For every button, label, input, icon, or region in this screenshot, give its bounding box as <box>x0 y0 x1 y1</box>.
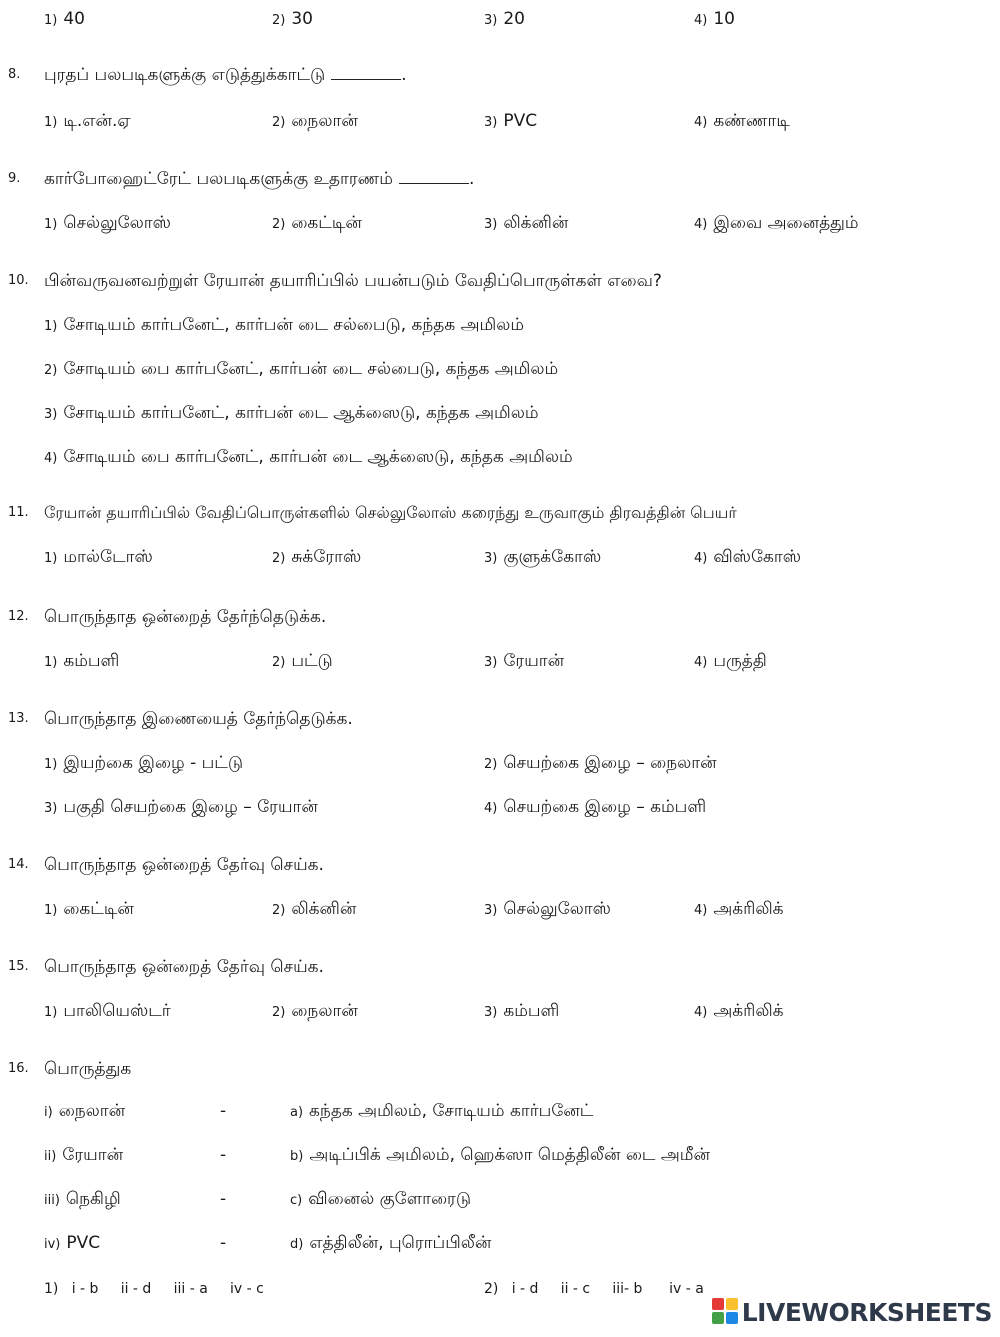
q15-option-2[interactable]: 2) நைலான் <box>272 1001 358 1021</box>
q16-dash: - <box>220 1101 227 1121</box>
q13-number: 13. <box>8 711 29 726</box>
q12-option-4[interactable]: 4) பருத்தி <box>694 651 767 671</box>
q9-option-4[interactable]: 4) இவை அனைத்தும் <box>694 213 859 233</box>
q8-text: புரதப் பலபடிகளுக்கு எடுத்துக்காட்டு . <box>44 60 407 90</box>
q11-option-1[interactable]: 1) மால்டோஸ் <box>44 547 153 567</box>
q15-text: பொருந்தாத ஒன்றைத் தேர்வு செய்க. <box>44 957 324 977</box>
q16-match-row <box>0 1140 1000 1170</box>
q10-option-1[interactable]: 1) சோடியம் கார்பனேட், கார்பன் டை சல்பைடு, கந்தக அமிலம் <box>44 315 525 335</box>
q14-option-1[interactable]: 1) கைட்டின் <box>44 899 134 919</box>
q15-option-1[interactable]: 1) பாலியெஸ்டர் <box>44 1001 171 1021</box>
q7-option-2[interactable]: 2) 30 <box>272 9 313 29</box>
q13-options-row1 <box>0 748 1000 778</box>
q13-option-4[interactable]: 4) செயற்கை இழை – கம்பளி <box>484 797 707 817</box>
q10-option-2[interactable]: 2) சோடியம் பை கார்பனேட், கார்பன் டை சல்பைடு, கந்தக அமிலம் <box>44 359 559 379</box>
q14-text: பொருந்தாத ஒன்றைத் தேர்வு செய்க. <box>44 855 324 875</box>
q11-options <box>0 542 1000 572</box>
q8-option-4[interactable]: 4) கண்ணாடி <box>694 111 790 131</box>
q10-option-3[interactable]: 3) சோடியம் கார்பனேட், கார்பன் டை ஆக்ஸைடு, கந்தக அமிலம் <box>44 403 539 423</box>
q12-option-3[interactable]: 3) ரேயான் <box>484 651 565 671</box>
q14-options <box>0 894 1000 924</box>
q16-left-item: iv) PVC <box>44 1233 101 1253</box>
q8-options <box>0 106 1000 136</box>
q13-option-2[interactable]: 2) செயற்கை இழை – நைலான் <box>484 753 717 773</box>
q12-options <box>0 646 1000 676</box>
q14-question <box>0 850 1000 880</box>
q16-left-item: ii) ரேயான் <box>44 1145 124 1165</box>
q10-question <box>0 266 1000 296</box>
q11-option-3[interactable]: 3) குளுக்கோஸ் <box>484 547 602 567</box>
q16-dash: - <box>220 1145 227 1165</box>
q7-option-1[interactable]: 1) 40 <box>44 9 85 29</box>
q9-blank[interactable] <box>399 165 469 184</box>
q14-option-3[interactable]: 3) செல்லுலோஸ் <box>484 899 611 919</box>
q10-option-4[interactable]: 4) சோடியம் பை கார்பனேட், கார்பன் டை ஆக்ஸைடு, கந்தக அமிலம் <box>44 447 573 467</box>
q9-option-3[interactable]: 3) லிக்னின் <box>484 213 569 233</box>
liveworksheets-logo-text: LIVEWORKSHEETS <box>741 1297 992 1327</box>
q16-answer-option-2[interactable]: 2) i - d ii - c iii- b iv - a <box>484 1281 704 1297</box>
q16-dash: - <box>220 1189 227 1209</box>
q12-number: 12. <box>8 609 29 624</box>
q16-match-row <box>0 1228 1000 1258</box>
q8-option-3[interactable]: 3) PVC <box>484 111 538 131</box>
q9-text: கார்போஹைட்ரேட் பலபடிகளுக்கு உதாரணம் . <box>44 164 474 194</box>
q14-number: 14. <box>8 857 29 872</box>
liveworksheets-logo-icon <box>712 1298 740 1326</box>
q11-question <box>0 498 1000 528</box>
q9-number: 9. <box>8 171 21 186</box>
q16-number: 16. <box>8 1061 29 1076</box>
q14-option-2[interactable]: 2) லிக்னின் <box>272 899 357 919</box>
q16-right-item: d) எத்திலீன், புரொப்பிலீன் <box>290 1233 492 1253</box>
q16-left-item: iii) நெகிழி <box>44 1189 121 1209</box>
q16-match-row <box>0 1184 1000 1214</box>
q7-options <box>0 4 1000 34</box>
q16-left-item: i) நைலான் <box>44 1101 126 1121</box>
q9-option-2[interactable]: 2) கைட்டின் <box>272 213 362 233</box>
q14-option-4[interactable]: 4) அக்ரிலிக் <box>694 899 784 919</box>
q10-text: பின்வருவனவற்றுள் ரேயான் தயாரிப்பில் பயன்படும் வேதிப்பொருள்கள் எவை? <box>44 271 662 291</box>
q13-options-row2 <box>0 792 1000 822</box>
liveworksheets-logo <box>712 1295 992 1329</box>
q8-option-1[interactable]: 1) டி.என்.ஏ <box>44 111 131 131</box>
q7-option-4[interactable]: 4) 10 <box>694 9 735 29</box>
q8-blank[interactable] <box>331 61 401 80</box>
q15-options <box>0 996 1000 1026</box>
q8-option-2[interactable]: 2) நைலான் <box>272 111 358 131</box>
q16-dash: - <box>220 1233 227 1253</box>
q13-text: பொருந்தாத இணையைத் தேர்ந்தெடுக்க. <box>44 709 353 729</box>
q9-option-1[interactable]: 1) செல்லுலோஸ் <box>44 213 171 233</box>
q11-option-2[interactable]: 2) சுக்ரோஸ் <box>272 547 362 567</box>
q8-number: 8. <box>8 67 21 82</box>
q11-text: ரேயான் தயாரிப்பில் வேதிப்பொருள்களில் செல்லுலோஸ் கரைந்து உருவாகும் திரவத்தின் பெயர் <box>44 503 737 522</box>
q12-option-1[interactable]: 1) கம்பளி <box>44 651 120 671</box>
q16-right-item: c) வினைல் குளோரைடு <box>290 1189 472 1209</box>
q12-option-2[interactable]: 2) பட்டு <box>272 651 333 671</box>
q7-option-3[interactable]: 3) 20 <box>484 9 525 29</box>
q16-answer-option-1[interactable]: 1) i - b ii - d iii - a iv - c <box>44 1281 264 1297</box>
q13-question <box>0 704 1000 734</box>
q16-right-item: a) கந்தக அமிலம், சோடியம் கார்பனேட் <box>290 1101 594 1121</box>
q11-option-4[interactable]: 4) விஸ்கோஸ் <box>694 547 802 567</box>
q12-question <box>0 602 1000 632</box>
q8-question <box>0 60 1000 90</box>
q9-question <box>0 164 1000 194</box>
q10-number: 10. <box>8 273 29 288</box>
q15-option-4[interactable]: 4) அக்ரிலிக் <box>694 1001 784 1021</box>
q16-match-row <box>0 1096 1000 1126</box>
q13-option-1[interactable]: 1) இயற்கை இழை - பட்டு <box>44 753 243 773</box>
q11-number: 11. <box>8 505 29 520</box>
q15-option-3[interactable]: 3) கம்பளி <box>484 1001 560 1021</box>
q15-number: 15. <box>8 959 29 974</box>
q9-options <box>0 208 1000 238</box>
q12-text: பொருந்தாத ஒன்றைத் தேர்ந்தெடுக்க. <box>44 607 327 627</box>
q16-right-item: b) அடிப்பிக் அமிலம், ஹெக்ஸா மெத்திலீன் டை அமீன் <box>290 1145 710 1165</box>
q16-question <box>0 1054 1000 1084</box>
q16-text: பொருத்துக <box>44 1059 132 1079</box>
q13-option-3[interactable]: 3) பகுதி செயற்கை இழை – ரேயான் <box>44 797 318 817</box>
q15-question <box>0 952 1000 982</box>
